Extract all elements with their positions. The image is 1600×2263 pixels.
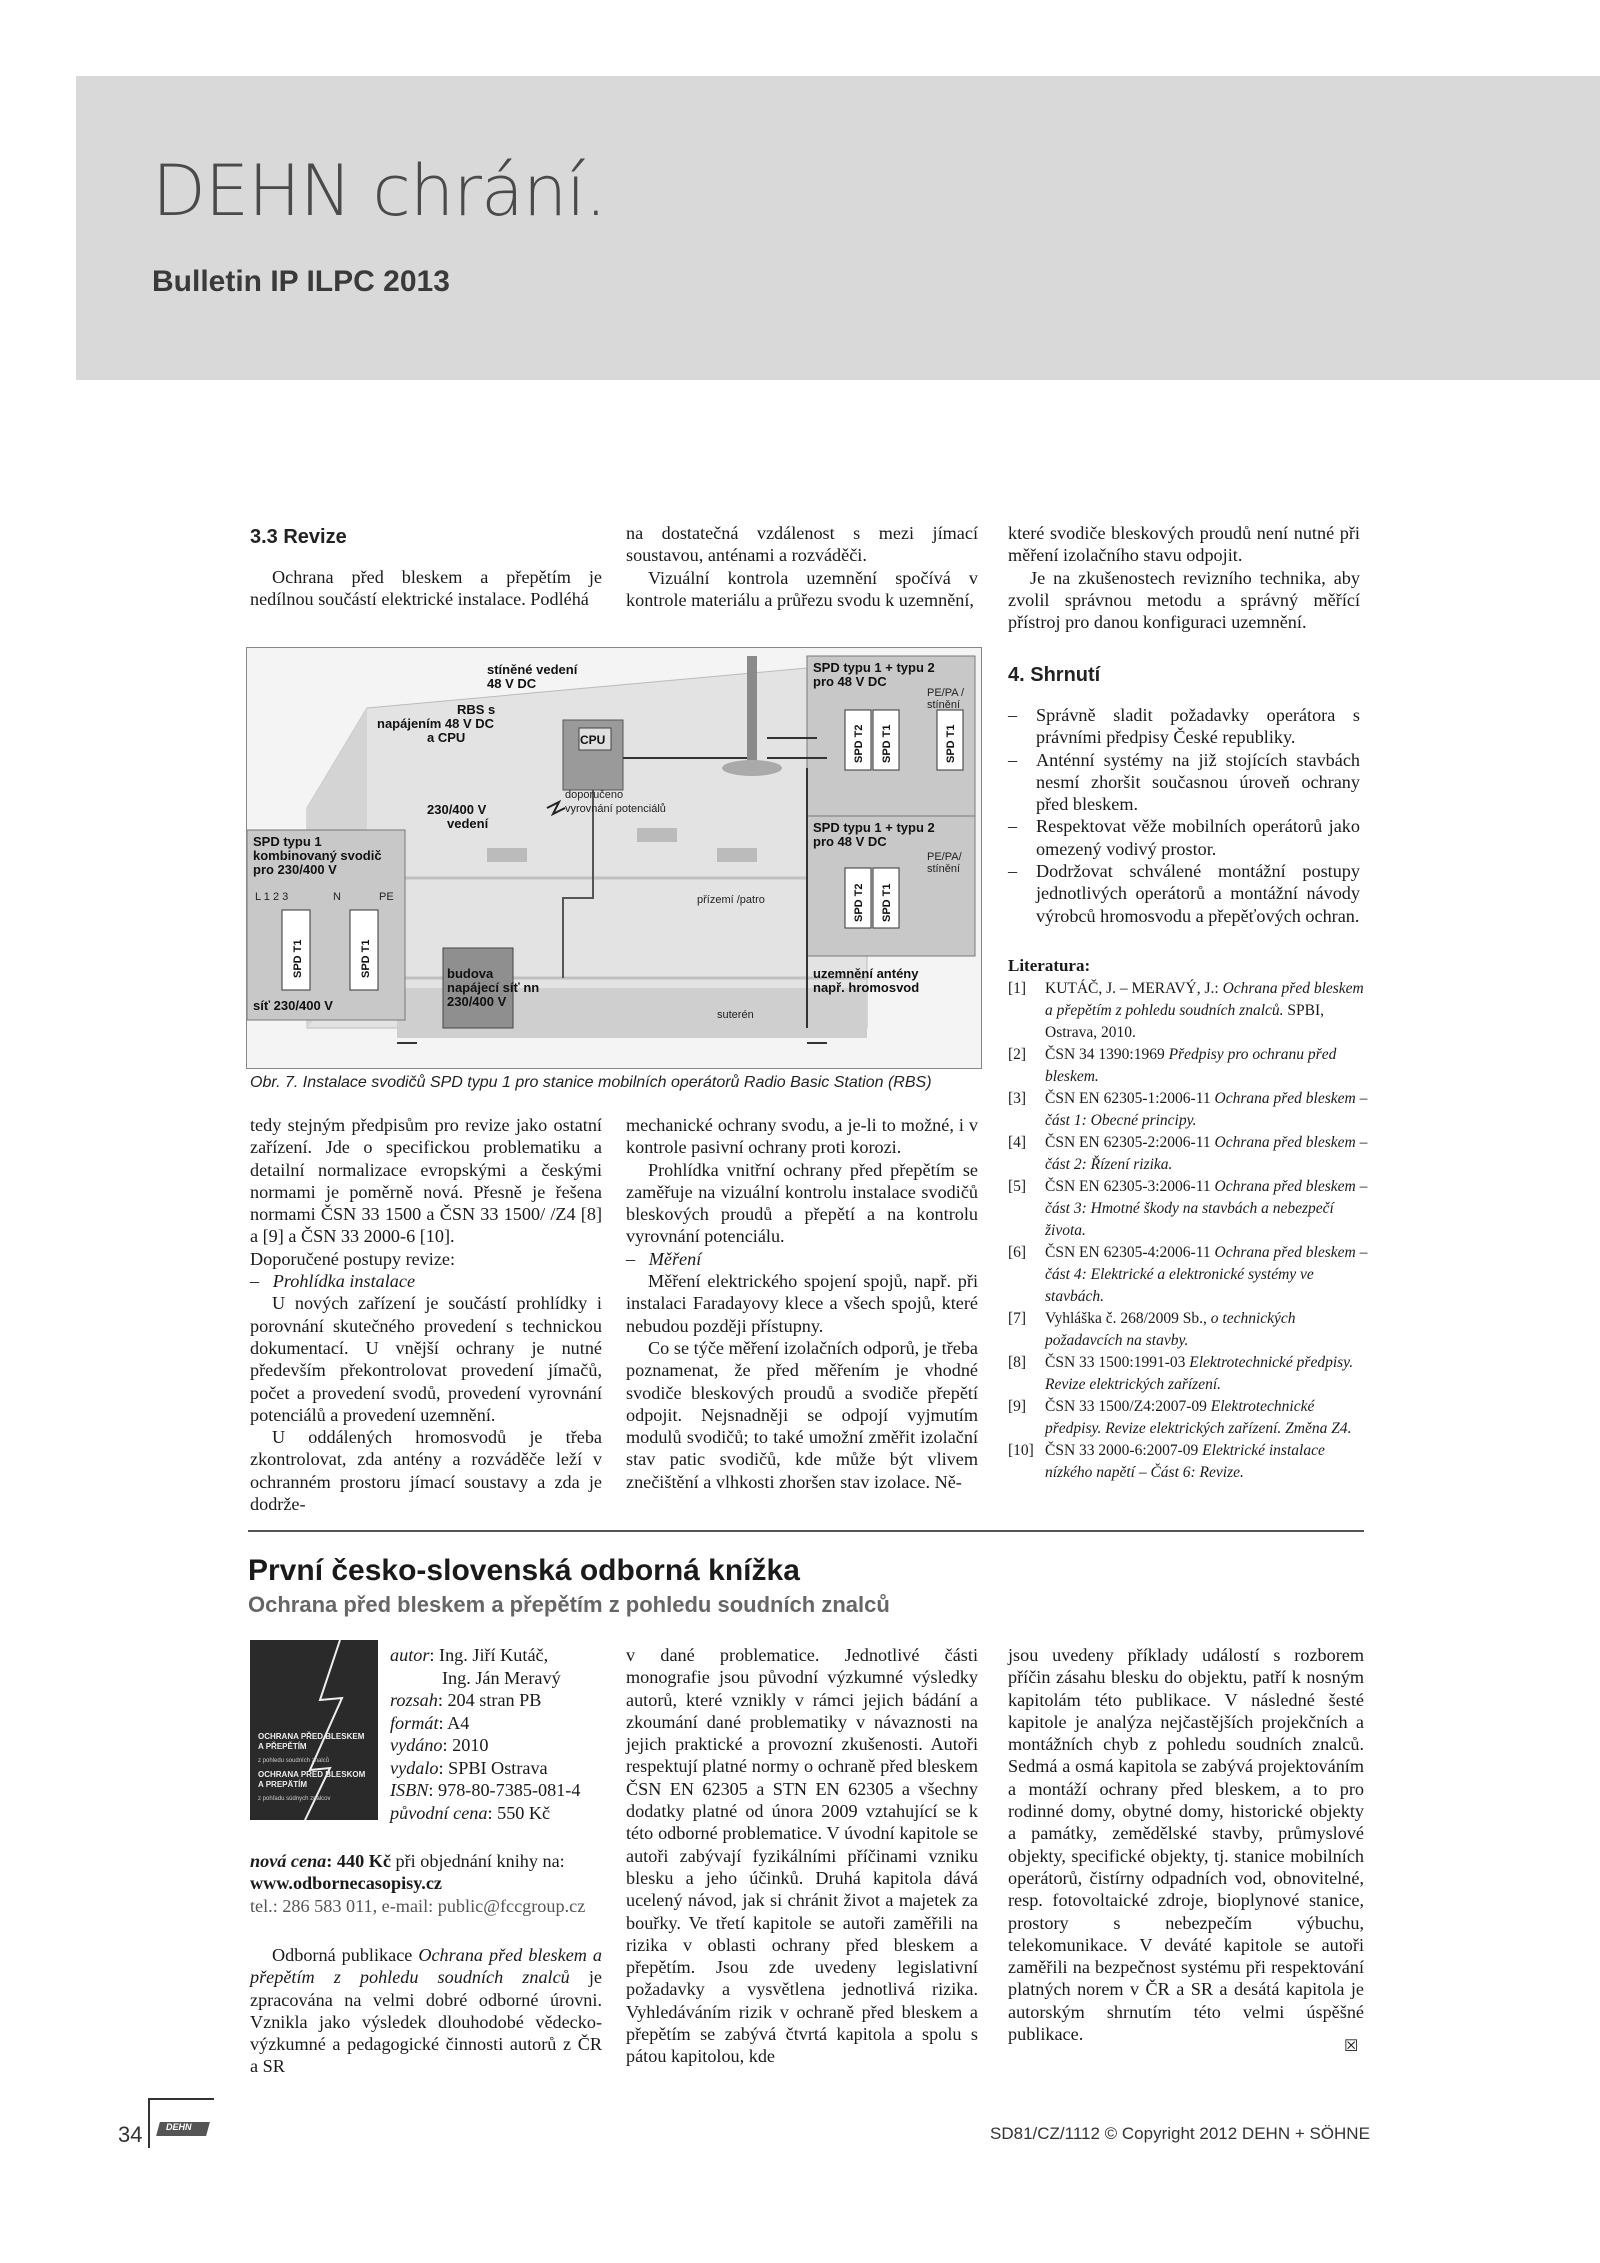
svg-text:a CPU — [427, 730, 465, 745]
label-stineni-1: stínění — [927, 699, 961, 711]
svg-text:síť 230/400 V — [253, 998, 333, 1013]
label-spd-t1-top: SPD T1 — [881, 724, 893, 763]
paragraph: Vizuální kontrola uzemnění spočívá v kontrole materiálu a průřezu svodu k uzemnění, — [626, 567, 978, 610]
paragraph: jsou uvedeny příklady událostí s rozborem příčin zásahu blesku do objektu, patří k nosným kapitolám této publikace. V následné šesté kapitole je analýza nejčastějších projekčních a montážních chyb z pohledu soudních znalců. Sedmá a osmá kapitola se zabývá projektováním a montáží ochrany před bleskem, a to pro rodinné domy, obytné domy, historické objekty a památky, zemědělské stavby, průmyslové objekty, specifické objekty, tj. stanice mobilních operátorů, čistírny odpadních vod, obnovitelné, resp. fotovoltaické zdroje, bioplynové stanice, prostory s nebezpečím výbuchu, telekomunikace. V deváté kapitole se autoři zaměřili na bezpečnost systému při respektování platných norem v ČR a SR a desátá kapitola je autorským shrnutím této velmi úspěšné publikace. — [1008, 1645, 1364, 2045]
svg-text:napájením 48 V DC — [377, 716, 495, 731]
svg-text:230/400 V — [447, 994, 507, 1009]
reference-list — [1008, 978, 1368, 1484]
reference-number: [2] — [1008, 1046, 1027, 1063]
label-napajeci-sit: napájecí síť nn — [447, 980, 540, 995]
brand-title: DEHN chrání. — [152, 150, 606, 232]
svg-text:PE — [379, 891, 394, 903]
col2-top-text — [626, 522, 978, 611]
label-stinene-vedeni: stíněné vedení — [487, 662, 578, 677]
svg-text:vedení — [447, 816, 489, 831]
label-pe: PE — [379, 891, 394, 903]
svg-text:PE/PA/ — [927, 851, 963, 863]
svg-text:vyrovnání potenciálů — [565, 803, 666, 815]
reference-item — [1008, 1440, 1368, 1484]
svg-text:CPU — [580, 733, 605, 747]
copyright: SD81/CZ/1112 © Copyright 2012 DEHN + SÖHNE — [990, 2124, 1370, 2143]
book-order-info — [250, 1850, 606, 1917]
book-promo-title: První česko-slovenská odborná knížka — [248, 1554, 800, 1587]
section-heading-shrnuti: 4. Shrnutí — [1008, 664, 1101, 686]
reference-number: [8] — [1008, 1354, 1027, 1371]
label-doporuceno: doporučeno — [565, 789, 624, 801]
reference-text: ČSN EN 62305-4:2006-11 Ochrana před bleskem – část 4: Elektrické a elektronické systémy ve stavbách. — [1045, 1244, 1368, 1305]
label-vedeni-voltage: 230/400 V — [427, 802, 487, 817]
reference-item — [1008, 1242, 1368, 1308]
book-meta-row: původní cena: 550 Kč — [390, 1802, 551, 1823]
label-rbs-cpu: a CPU — [427, 730, 466, 745]
book-meta-row: rozsah: 204 stran PB — [390, 1690, 542, 1710]
svg-text:SPD T1 — [881, 724, 893, 763]
list-item: – Dodržovat schválené montážní postupy jednotlivých operátorů a montážní návody výrobců hromosvodu a přepěťových ochran. — [1008, 860, 1360, 927]
col1-lower-text — [250, 1114, 602, 1515]
svg-text:kombinovaný svodič — [253, 848, 382, 863]
svg-text:SPD T1 — [360, 939, 372, 978]
label-spd-t1-mid: SPD T1 — [881, 883, 893, 922]
label-budova: budova — [447, 966, 494, 981]
svg-text:SPD T1 — [945, 724, 957, 763]
svg-text:L 1 2 3 — [255, 891, 288, 903]
reference-item — [1008, 1352, 1368, 1396]
literature — [1008, 956, 1368, 1484]
book-meta-row: vydáno: 2010 — [390, 1735, 489, 1755]
paragraph: na dostatečná vzdálenost s mezi jímací soustavou, anténami a rozváděči. — [626, 523, 978, 566]
label-spd-top-1: SPD typu 1 + typu 2 — [813, 660, 935, 675]
paragraph: Ochrana před bleskem a přepětím je nedílnou součástí elektrické instalace. Podléhá — [250, 567, 602, 610]
paragraph: v dané problematice. Jednotlivé části monografie jsou původní výzkumné výsledky autorů, které vznikly v rámci jejich bádání a zkoumání dané problematiky v návaznosti na jejich praktické a provozní zkušenosti. Autoři respektují platné normy o ochraně před bleskem ČSN EN 62305 a STN EN 62305 a všechny dodatky platné od února 2009 vztahující se k této odborné problematice. V úvodní kapitole se autoři zabývají fyzikálními příčinami vzniku blesku a jeho účinků. Druhá kapitola dává ucelený návod, jak si chránit život a majetek za bouřky. Ve třetí kapitole se autoři zaměřili na rizika v oblasti ochrany před bleskem a přepětím. Jsou zde uvedeny legislativní požadavky a vysvětlena jednotlivá rizika. Vyhledáváním rizik v ochraně před bleskem a přepětím se zabývá čtvrtá kapitola a spolu s pátou kapitolou, kde — [626, 1645, 978, 2067]
svg-text:stíněné vedení — [487, 662, 578, 677]
list-item: – Respektovat věže mobilních operátorů jako omezený vodivý prostor. — [1008, 815, 1360, 860]
reference-item — [1008, 1132, 1368, 1176]
svg-text:230/400 V — [427, 802, 487, 817]
cover-sub-sk: z pohľadu súdnych znalcov — [258, 1796, 331, 1802]
label-spd-top-2: pro 48 V DC — [813, 674, 887, 689]
book-meta-row: ISBN: 978-80-7385-081-4 — [390, 1780, 581, 1800]
svg-text:48 V DC — [487, 676, 537, 691]
page-number: 34 — [118, 2122, 143, 2147]
paragraph: které svodiče bleskových proudů není nutné při měření izolačního stavu odpojit. — [1008, 523, 1360, 566]
label-spd-t2-mid: SPD T2 — [853, 883, 865, 922]
svg-text:PE/PA / — [927, 687, 965, 699]
reference-number: [9] — [1008, 1398, 1027, 1415]
book-cover-image — [250, 1640, 378, 1820]
section-heading-revize: 3.3 Revize — [250, 526, 347, 548]
end-mark-icon: ☒ — [1344, 2038, 1359, 2055]
dash-item: – Prohlídka instalace — [250, 1271, 416, 1292]
reference-item — [1008, 1396, 1368, 1440]
svg-text:SPD typu 1 — [253, 834, 322, 849]
cover-title-cz: OCHRANA PŘED BLESKEM A PŘEPĚTÍM — [258, 1732, 365, 1751]
reference-text: ČSN 33 2000-6:2007-09 Elektrické instalace nízkého napětí – Část 6: Revize. — [1045, 1442, 1325, 1481]
svg-text:přízemí /patro — [697, 894, 765, 906]
reference-text: ČSN EN 62305-1:2006-11 Ochrana před bleskem – část 1: Obecné principy. — [1045, 1090, 1368, 1129]
bulletin-title: Bulletin IP ILPC 2013 — [152, 265, 450, 298]
order-url[interactable]: www.odbornecasopisy.cz — [250, 1873, 442, 1894]
list-item: – Anténní systémy na již stojících stavbách nesmí zhoršit současnou úroveň ochrany před bleskem. — [1008, 749, 1360, 816]
book-cover-lightning — [250, 1640, 378, 1820]
paragraph: U oddálených hromosvodů je třeba zkontrolovat, zda antény a rozváděče leží v ochranném prostoru jímací soustavy a zda je dodrže- — [250, 1427, 602, 1515]
label-sit: síť 230/400 V — [253, 998, 333, 1013]
paragraph: tedy stejným předpisům pro revize jako ostatní zařízení. Jde o specifickou problematiku a detailní normalizace evropskými a českými normami je poměrně nová. Přesně je řešena normami ČSN 33 1500 a ČSN 33 1500/ /Z4 [8] a [9] a ČSN 33 2000-6 [10]. — [250, 1115, 602, 1247]
label-vyrovnani: vyrovnání potenciálů — [565, 803, 666, 815]
reference-number: [1] — [1008, 980, 1027, 997]
label-stineni-2: stínění — [927, 863, 961, 875]
book-col3-body — [1008, 1644, 1364, 2045]
book-meta-row: Ing. Ján Meravý — [442, 1667, 561, 1688]
label-spd-mid-2: pro 48 V DC — [813, 834, 887, 849]
svg-text:SPD typu 1 + typu 2 — [813, 660, 935, 675]
label-spd-typ1: SPD typu 1 — [253, 834, 322, 849]
paragraph: Co se týče měření izolačních odporů, je třeba poznamenat, že před měřením je vhodné svodiče bleskových proudů a svodiče přepětí odpojit. Nejsnadněji se odpojí vyjmutím modulů svodičů; to také umožní změřit izolační stav patic svodičů, kde může být vlivem znečištění a vlhkosti zhoršen stav izolace. Ně- — [626, 1337, 978, 1492]
reference-text: ČSN 33 1500:1991-03 Elektrotechnické předpisy. Revize elektrických zařízení. — [1045, 1354, 1354, 1393]
paragraph: U nových zařízení je součástí prohlídky i porovnání skutečného provedení s technickou dokumentací. U vnější ochrany je nutné především překontrolovat provedení jímačů, počet a provedení svodů, provedení vyrovnání potenciálů a provedení uzemnění. — [250, 1293, 602, 1425]
label-spd-mid-1: SPD typu 1 + typu 2 — [813, 820, 935, 835]
label-cpu: CPU — [580, 733, 606, 747]
col3-top-text — [1008, 522, 1360, 633]
svg-text:budova — [447, 966, 494, 981]
reference-text: ČSN EN 62305-2:2006-11 Ochrana před bleskem – část 2: Řízení rizika. — [1045, 1134, 1368, 1173]
svg-text:SPD typu 1 + typu 2 — [813, 820, 935, 835]
list-item: – Správně sladit požadavky operátora s právními předpisy České republiky. — [1008, 704, 1360, 749]
svg-text:SPD T2 — [853, 724, 865, 763]
label-pepa-1: PE/PA / — [927, 687, 965, 699]
svg-text:uzemnění antény — [813, 966, 919, 981]
paragraph: Prohlídka vnitřní ochrany před přepětím se zaměřuje na vizuální kontrolu instalace svodičů bleskových proudů a přepětí a na kontrolu vyrovnání potenciálu. — [626, 1159, 978, 1247]
label-l123: L 1 2 3 — [255, 891, 289, 903]
reference-text: ČSN 33 1500/Z4:2007-09 Elektrotechnické předpisy. Revize elektrických zařízení. Změna Z4. — [1045, 1398, 1352, 1437]
label-pepa-2: PE/PA/ — [927, 851, 962, 863]
book-col1-body — [250, 1944, 602, 2078]
book-meta-row: autor: Ing. Jiří Kutáč, — [390, 1645, 549, 1665]
label-spd-t2-top: SPD T2 — [853, 724, 865, 763]
svg-text:suterén — [717, 1009, 754, 1021]
dash-item: – Měření — [626, 1248, 702, 1269]
label-pro-230: pro 230/400 V — [253, 862, 337, 877]
literature-heading: Literatura: — [1008, 956, 1091, 975]
figure-caption: Obr. 7. Instalace svodičů SPD typu 1 pro stanice mobilních operátorů Radio Basic Station (RBS) — [250, 1074, 932, 1091]
summary-list — [1008, 704, 1360, 927]
reference-number: [4] — [1008, 1134, 1027, 1151]
label-prizemi: přízemí /patro — [697, 894, 765, 906]
section-divider — [248, 1530, 1364, 1532]
svg-text:RBS s — [457, 702, 495, 717]
contact-line: tel.: 286 583 011, e-mail: public@fccgroup.cz — [250, 1895, 586, 1916]
label-230-400: 230/400 V — [447, 994, 507, 1009]
paragraph: Doporučené postupy revize: — [250, 1248, 456, 1269]
paragraph: Odborná publikace Ochrana před bleskem a přepětím z pohledu soudních znalců je zpracována na velmi dobré odborné úrovni. Vznikla jako výsledek dlouhodobé vědecko-výzkumné a pedagogické činnosti autorů z ČR a SR — [250, 1945, 603, 2077]
label-kombinovany: kombinovaný svodič — [253, 848, 382, 863]
svg-text:pro 230/400 V — [253, 862, 337, 877]
book-col2-body — [626, 1644, 978, 2068]
reference-item — [1008, 1044, 1368, 1088]
book-meta-row: vydalo: SPBI Ostrava — [390, 1757, 548, 1778]
cover-title-sk: OCHRANA PRED BLESKOM A PREPÄTÍM — [258, 1770, 366, 1789]
svg-text:napájecí síť nn — [447, 980, 539, 995]
reference-number: [5] — [1008, 1178, 1027, 1195]
label-spd-t1-top-2: SPD T1 — [945, 724, 957, 763]
svg-text:doporučeno — [565, 789, 623, 801]
col2-lower-text — [626, 1114, 978, 1493]
label-rbs: RBS s — [457, 702, 496, 717]
label-rbs-napajeni: napájením 48 V DC — [377, 716, 495, 731]
reference-item — [1008, 1176, 1368, 1242]
dehn-logo — [148, 2098, 214, 2148]
reference-item — [1008, 978, 1368, 1044]
label-suteren: suterén — [717, 1009, 754, 1021]
reference-text: ČSN EN 62305-3:2006-11 Ochrana před bleskem – část 3: Hmotné škody na stavbách a nebezpečí života. — [1045, 1178, 1368, 1239]
svg-text:stínění — [927, 863, 960, 875]
paragraph: mechanické ochrany svodu, a je-li to možné, i v kontrole pasivní ochrany proti korozi. — [626, 1115, 978, 1158]
cover-sub-cz: z pohledu soudních znalců — [258, 1758, 330, 1764]
col1-top-text — [250, 566, 602, 611]
svg-text:pro 48 V DC — [813, 674, 887, 689]
logo-text: DEHN — [166, 2122, 192, 2132]
paragraph: Měření elektrického spojení spojů, např. při instalaci Faradayovy klece a všech spojů, které nebudou později přístupny. — [626, 1271, 978, 1336]
figure-rbs-diagram — [246, 647, 982, 1069]
label-n: N — [333, 891, 341, 903]
reference-item — [1008, 1308, 1368, 1352]
svg-text:pro 48 V DC — [813, 834, 887, 849]
diagram-svg — [247, 648, 981, 1068]
book-meta-row: formát: A4 — [390, 1712, 470, 1733]
reference-item — [1008, 1088, 1368, 1132]
book-promo-subtitle: Ochrana před bleskem a přepětím z pohledu soudních znalců — [248, 1592, 890, 1617]
label-spd-t1-right: SPD T1 — [360, 939, 372, 978]
price-line: nová cena: 440 Kč při objednání knihy na: — [250, 1851, 565, 1871]
label-vedeni: vedení — [447, 816, 489, 831]
book-metadata — [390, 1644, 610, 1824]
svg-text:SPD T1 — [292, 939, 304, 978]
svg-text:stínění — [927, 699, 960, 711]
reference-number: [7] — [1008, 1310, 1027, 1327]
svg-text:SPD T2 — [853, 883, 865, 922]
reference-number: [6] — [1008, 1244, 1027, 1261]
reference-number: [3] — [1008, 1090, 1027, 1107]
paragraph: Je na zkušenostech revizního technika, aby zvolil správnou metodu a správný měřící přístroj pro danou konfiguraci uzemnění. — [1008, 567, 1360, 633]
label-uzemneni-anteny: uzemnění antény — [813, 966, 919, 981]
reference-text: ČSN 34 1390:1969 Předpisy pro ochranu před bleskem. — [1045, 1046, 1337, 1085]
label-spd-t1-left: SPD T1 — [292, 939, 304, 978]
reference-text: Vyhláška č. 268/2009 Sb., o technických požadavcích na stavby. — [1045, 1310, 1296, 1349]
reference-text: KUTÁČ, J. – MERAVÝ, J.: Ochrana před bleskem a přepětím z pohledu soudních znalců. SPBI, Ostrava, 2010. — [1045, 980, 1364, 1041]
svg-text:např. hromosvod — [813, 980, 919, 995]
label-hromosvod: např. hromosvod — [813, 980, 920, 995]
svg-text:N — [333, 891, 341, 903]
svg-text:SPD T1 — [881, 883, 893, 922]
label-48vdc: 48 V DC — [487, 676, 537, 691]
reference-number: [10] — [1008, 1442, 1034, 1459]
